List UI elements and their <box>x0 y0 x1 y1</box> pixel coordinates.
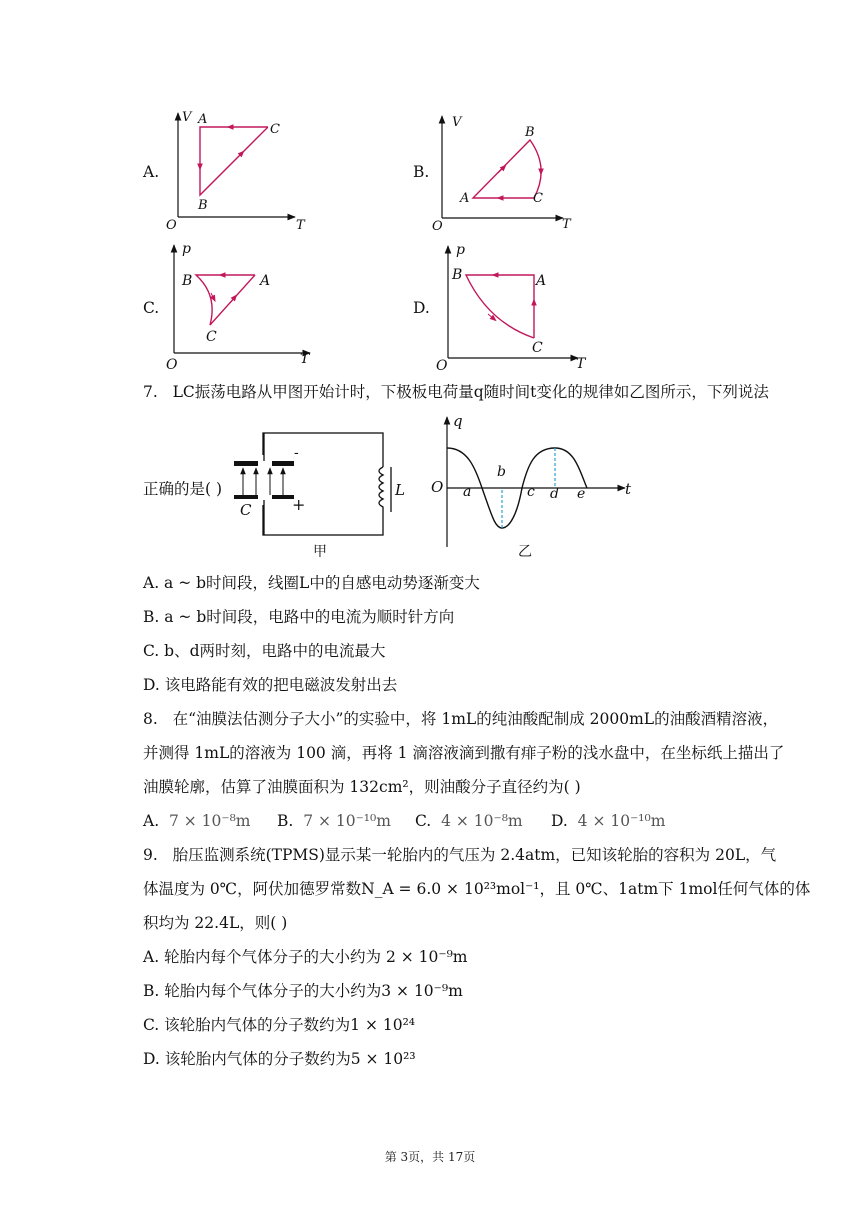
svg-text:a: a <box>463 484 472 500</box>
svg-text:p: p <box>456 242 465 258</box>
q8-option-c: C. 4 × 10⁻⁸m <box>415 812 523 830</box>
q9-stem-line2: 体温度为 0℃，阿伏加德罗常数N_A = 6.0 × 10²³mol⁻¹，且 0℃、1atm下 1mol任何气体的体 <box>143 880 811 898</box>
svg-text:T: T <box>562 217 571 232</box>
svg-text:O: O <box>436 358 448 374</box>
svg-text:B: B <box>525 125 535 140</box>
q8-stem-line2: 并测得 1mL的溶液为 100 滴，再将 1 滴溶液滴到撒有痱子粉的浅水盘中，在坐标纸上描出了 <box>143 744 785 762</box>
page-footer: 第 3页，共 17页 <box>384 1150 476 1164</box>
svg-text:A: A <box>536 273 547 289</box>
q9-option-a: A. 轮胎内每个气体分子的大小约为 2 × 10⁻⁹m <box>143 948 468 966</box>
svg-text:O: O <box>166 218 177 233</box>
svg-text:T: T <box>576 356 586 372</box>
svg-text:乙: 乙 <box>518 544 532 560</box>
q7-stem-line2: 正确的是( ) <box>143 480 223 498</box>
svg-text:甲: 甲 <box>313 544 327 560</box>
q6-option-a-label: A. <box>143 163 160 181</box>
q6-option-b-label: B. <box>413 163 430 181</box>
svg-text:b: b <box>497 464 506 480</box>
q7-q-t-graph <box>425 412 645 562</box>
svg-text:c: c <box>527 484 535 500</box>
q8-stem-line3: 油膜轮廓，估算了油膜面积为 132cm²，则油酸分子直径约为( ) <box>143 778 581 796</box>
q7-stem-line1: 7. LC振荡电路从甲图开始计时，下极板电荷量q随时间t变化的规律如乙图所示，下列说法 <box>143 383 769 401</box>
svg-text:-: - <box>294 445 299 461</box>
svg-text:O: O <box>431 478 444 496</box>
q7-circuit-figure <box>228 425 403 565</box>
q9-option-c: C. 该轮胎内气体的分子数约为1 × 10²⁴ <box>143 1016 416 1034</box>
svg-text:T: T <box>300 351 310 367</box>
svg-text:A: A <box>260 273 271 289</box>
svg-text:A: A <box>460 191 470 206</box>
svg-text:O: O <box>432 219 443 234</box>
q7-option-a: A. a ~ b时间段，线圈L中的自感电动势逐渐变大 <box>143 574 480 592</box>
q9-stem-line3: 积均为 22.4L，则( ) <box>143 914 288 932</box>
axis-v: V <box>182 110 192 125</box>
q9-stem-line1: 9. 胎压监测系统(TPMS)显示某一轮胎内的气压为 2.4atm，已知该轮胎的容积为 20L，气 <box>143 846 777 864</box>
svg-text:L: L <box>395 481 405 499</box>
svg-text:V: V <box>452 115 462 130</box>
svg-text:C: C <box>240 501 252 519</box>
q9-option-b: B. 轮胎内每个气体分子的大小约为3 × 10⁻⁹m <box>143 982 463 1000</box>
q6-diagram-d <box>428 240 588 372</box>
svg-text:A: A <box>198 112 208 127</box>
q9-option-d: D. 该轮胎内气体的分子数约为5 × 10²³ <box>143 1050 416 1068</box>
q7-option-c: C. b、d两时刻，电路中的电流最大 <box>143 642 386 660</box>
q7-option-b: B. a ~ b时间段，电路中的电流为顺时针方向 <box>143 608 455 626</box>
q6-option-c-label: C. <box>143 299 160 317</box>
svg-text:B: B <box>198 198 208 213</box>
svg-text:t: t <box>625 480 632 498</box>
q8-stem-line1: 8. 在“油膜法估测分子大小”的实验中，将 1mL的纯油酸配制成 2000mL的油酸酒精溶液， <box>143 710 779 728</box>
q6-diagram-b <box>428 110 578 235</box>
q7-option-d: D. 该电路能有效的把电磁波发射出去 <box>143 676 398 694</box>
q6-option-d-label: D. <box>413 299 430 317</box>
svg-text:d: d <box>550 486 559 502</box>
q6-diagram-a <box>160 105 310 233</box>
svg-text:C: C <box>533 191 543 206</box>
q6-diagram-c <box>160 235 310 373</box>
q8-option-d: D. 4 × 10⁻¹⁰m <box>551 812 666 830</box>
svg-text:C: C <box>206 329 217 345</box>
svg-text:p: p <box>182 241 191 257</box>
svg-text:O: O <box>166 357 178 373</box>
svg-text:B: B <box>182 273 193 289</box>
q8-option-b: B. 7 × 10⁻¹⁰m <box>277 812 391 830</box>
svg-text:B: B <box>452 267 463 283</box>
svg-text:e: e <box>577 486 586 502</box>
q8-option-a: A. 7 × 10⁻⁸m <box>143 812 251 830</box>
svg-text:T: T <box>296 218 305 233</box>
svg-text:q: q <box>453 412 463 430</box>
svg-text:C: C <box>532 340 543 356</box>
svg-text:+: + <box>292 495 306 514</box>
svg-text:C: C <box>270 122 280 137</box>
